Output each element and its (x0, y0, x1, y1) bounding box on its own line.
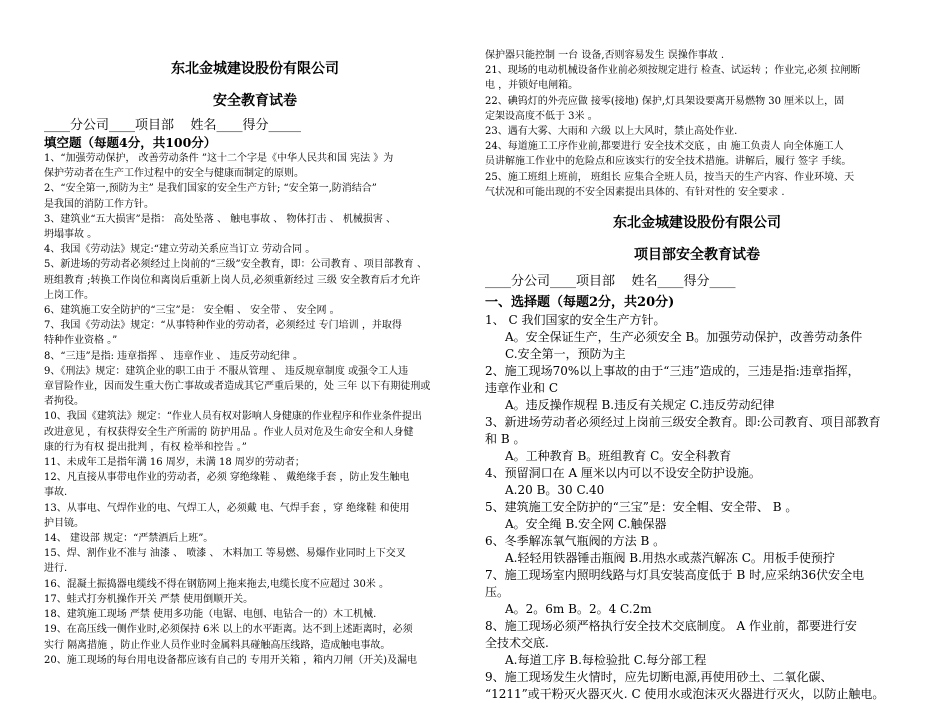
question-line: 定架设高度不低于 3米 。 (485, 110, 598, 122)
question-line: 4、我国《劳动法》规定:“建立劳动关系应当订立 劳动合同 。 (44, 244, 316, 256)
page-title: 东北金城建设股份有限公司 (171, 61, 339, 77)
question-line: 者拘役。 (44, 396, 84, 408)
question-line: 6、建筑施工安全防护的“三宝”是： 安全帽 、 安全带 、 安全网 。 (44, 305, 340, 317)
question-line: 6、冬季解冻氧气瓶阀的方法 B 。 (485, 534, 666, 549)
question-line: 2、施工现场70%以上事故的由于“三违”造成的，三违是指:违章指挥， (485, 364, 860, 379)
question-line: 21、现场的电动机械设备作业前必须按规定进行 检查、试运转 ；作业完,必须 拉闸断 (485, 65, 861, 77)
question-line: 10、我国《建筑法》规定：“作业人员有权对影响人身健康的作业程序和作业条件提出 (44, 411, 422, 423)
question-line: 25、施工班组上班前， 班组长 应集合全班人员，按当天的生产内容、作业环境、天 (485, 171, 855, 183)
question-line: 实行 隔离措施 ，防止作业人员作业时金属料具碰触高压线路，造成触电事故。 (44, 639, 391, 651)
question-line: 15、焊、割作业不准与 油漆 、 喷漆 、 木料加工 等易燃、易爆作业同时上下交叉 (44, 548, 406, 560)
question-line: 7、施工现场室内照明线路与灯具安装高度低于 B 时,应采纳36伏安全电 (485, 568, 865, 583)
question-line: 压。 (485, 585, 510, 600)
info-header: ____分公司____项目部 姓名____得分_____ (44, 118, 302, 133)
exam-title: 项目部安全教育试卷 (634, 247, 760, 264)
question-line: 12、凡直接从事带电作业的劳动者，必须 穿绝缘鞋 、 戴绝缘手套 ，防止发生触电 (44, 472, 410, 484)
question-line: 9、《刑法》规定：建筑企业的职工由于 不服从管理 、 违反规章制度 或强令工人违 (44, 365, 409, 377)
question-line: 14、 建设部 规定：“严禁酒后上班”。 (44, 533, 214, 545)
question-line: 是我国的消防工作方针。 (44, 198, 154, 210)
question-line: 13、从事电、气焊作业的电、气焊工人，必须戴 电、气焊手套 ，穿 绝缘鞋 和使用 (44, 502, 410, 514)
option-line: A。违反操作规程 B.违反有关规定 C.违反劳动纪律 (505, 398, 775, 413)
question-line: 16、混凝土振捣器电缆线不得在钢筋网上拖来拖去,电缆长度不应超过 30米 。 (44, 578, 389, 590)
question-line: 7、我国《劳动法》规定：“从事特种作业的劳动者，必须经过 专门培训 ，并取得 (44, 320, 402, 332)
question-line: 19、在高压线一侧作业时,必须保持 6米 以上的水平距离。达不到上述距离时，必须 (44, 624, 413, 636)
question-line: 24、每道施工工序作业前,都要进行 安全技术交底 ，由 施工负责人 向全体施工人 (485, 141, 844, 153)
left-column (44, 0, 466, 668)
question-line: 气状况和可能出现的不安全因素提出具体的、有针对性的 安全要求 . (485, 186, 785, 198)
question-line: 3、新进场劳动者必须经过上岗前三级安全教育。即:公司教育、项目部教育 (485, 415, 881, 430)
question-line: 1、“加强劳动保护， 改善劳动条件 ”这十二个字是《中华人民共和国 宪法 》为 (44, 153, 394, 164)
question-line: 章冒险作业，因而发生重大伤亡事故或者造成其它严重后果的，处 三年 以下有期徒刑或 (44, 381, 431, 393)
question-line: 改进意见 ，有权获得安全生产所需的 防护用品 。作业人员对危及生命安全和人身健 (44, 426, 414, 438)
info-header: ____分公司____项目部 姓名____得分____ (485, 274, 736, 290)
question-line: 18、建筑施工现场 严禁 使用多功能（电锯、电刨、电钻合一的）木工机械. (44, 609, 377, 621)
question-line: 9、施工现场发生火情时，应先切断电源,再使用砂土、二氧化碳、 (485, 670, 833, 685)
company-title: 东北金城建设股份有限公司 (613, 215, 781, 232)
question-list (44, 151, 466, 668)
section-heading: 填空题（每题4分，共100分） (44, 135, 217, 150)
question-line: 班组教育 ;转换工作岗位和离岗后重新上岗人员,必须重新经过 三级 安全教育后才允许 (44, 274, 421, 286)
exam-title: 安全教育试卷 (213, 93, 297, 109)
question-line: 保护劳动者在生产工作过程中的安全与健康而制定的原则。 (44, 168, 304, 180)
question-line: 护目镜。 (44, 517, 84, 529)
question-line: 全技术交底. (485, 636, 549, 651)
question-line: 保护器只能控制 一台 设备,否则容易发生 误操作事故 . (485, 50, 725, 61)
question-line: 8、“三违”是指: 违章指挥 、 违章作业 、 违反劳动纪律 。 (44, 350, 304, 362)
question-line: 11、未成年工是指年满 16 周岁，未满 18 周岁的劳动者； (44, 457, 305, 469)
question-line: 5、新进场的劳动者必须经过上岗前的“三级”安全教育，即：公司教育 、项目部教育 、 (44, 259, 427, 271)
question-line: 5、建筑施工安全防护的“三宝”是：安全帽、安全带、 B 。 (485, 500, 798, 515)
question-line: 康的行为有权 提出批判 ，有权 检举和控告 。” (44, 441, 247, 453)
option-line: A.轻轻用铁器锤击瓶阀 B.用热水或蒸汽解冻 C。用板手使预拧 (505, 551, 835, 566)
option-line: A。安全绳 B.安全网 C.触保器 (505, 517, 667, 532)
option-line: A.每道工序 B.每检验批 C.每分部工程 (505, 653, 707, 668)
question-line: 23、遇有大雾、大雨和 六级 以上大风时，禁止高处作业. (485, 126, 738, 138)
question-line: 违章作业和 C (485, 381, 558, 396)
question-line: 1、 C 我们国家的安全生产方针。 (485, 313, 666, 328)
question-line: 特种作业资格 。” (44, 335, 118, 347)
question-line: 坍塌事故 。 (44, 229, 98, 241)
question-line: 4、预留洞口在 A 厘米以内可以不设安全防护设施。 (485, 466, 761, 481)
right-column (485, 0, 909, 703)
question-line: 和 B 。 (485, 432, 526, 447)
question-line: 员讲解施工作业中的危险点和应该实行的安全技术措施。讲解后，履行 签字 手续。 (485, 156, 852, 168)
question-line: 20、施工现场的每台用电设备都应该有自己的 专用开关箱 ，箱内刀闸（开关)及漏电 (44, 654, 417, 666)
choice-question-list (485, 312, 909, 703)
continued-questions (485, 48, 909, 200)
question-line: 8、施工现场必须严格执行安全技术交底制度。 A 作业前，都要进行安 (485, 619, 857, 634)
section-heading: 一、选择题（每题2分，共20分) (485, 295, 675, 311)
question-line: 3、建筑业“五大损害”是指： 高处坠落 、 触电事故 、 物体打击 、 机械损害 、 (44, 213, 397, 225)
option-line: A。安全保证生产，生产必须安全 B。加强劳动保护，改善劳动条件 (505, 330, 863, 345)
question-line: 17、蛙式打夯机操作开关 严禁 使用倒顺开关。 (44, 593, 254, 605)
question-line: “1211”或干粉灭火器灭火. C 使用水或泡沫灭火器进行灭火，以防止触电。 (485, 687, 885, 702)
option-line: A。2。6m B。2。4 C.2m (505, 602, 652, 617)
option-line: A.20 B。30 C.40 (505, 483, 605, 498)
question-line: 2、“安全第一,预防为主” 是我们国家的安全生产方针; “安全第一,防消结合” (44, 183, 377, 195)
option-line: C.安全第一，预防为主 (505, 347, 626, 362)
question-line: 事故. (44, 487, 68, 499)
question-line: 22、碘钨灯的外壳应做 接零(接地) 保护,灯具架设要离开易燃物 30 厘米以上，固 (485, 95, 845, 107)
question-line: 进行. (44, 563, 68, 575)
question-line: 电 ，并锁好电闸箱。 (485, 80, 579, 92)
option-line: A。工种教育 B。班组教育 C。安全科教育 (505, 449, 732, 464)
question-line: 上岗工作。 (44, 289, 94, 301)
